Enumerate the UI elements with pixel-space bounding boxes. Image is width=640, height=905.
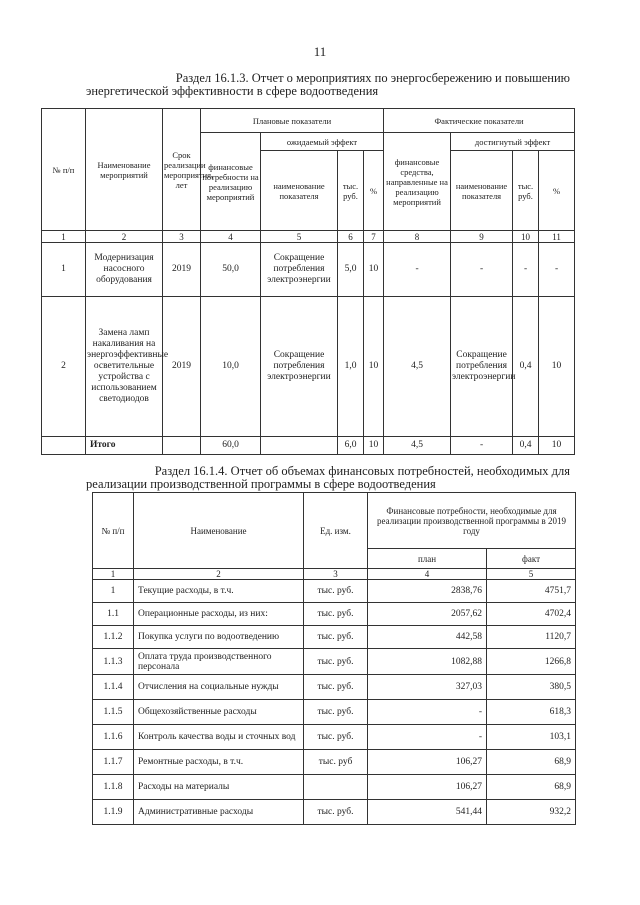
colnum: 10 <box>513 231 539 243</box>
row-fact-rub: - <box>513 243 539 297</box>
row-fact: 932,2 <box>487 800 576 825</box>
hdr-achieved: достигнутый эффект <box>451 133 575 151</box>
row-fact: 380,5 <box>487 675 576 700</box>
total-pct: 10 <box>364 437 384 455</box>
row-num: 1.1.2 <box>93 626 134 649</box>
hdr-plan: план <box>368 549 487 569</box>
total-label: Итого <box>86 437 163 455</box>
row-fact: 68,9 <box>487 775 576 800</box>
colnum: 5 <box>487 569 576 580</box>
row-fact: 68,9 <box>487 750 576 775</box>
row-name: Контроль качества воды и сточных вод <box>134 725 304 750</box>
hdr-fin-need: финансовые потребности на реализацию мероприятий <box>201 133 261 231</box>
row-plan: 1082,88 <box>368 649 487 675</box>
row-num: 1.1.9 <box>93 800 134 825</box>
row-fact-fin: 4,5 <box>384 297 451 437</box>
row-indicator: Сокращение потребления электроэнергии <box>261 297 338 437</box>
colnum: 5 <box>261 231 338 243</box>
row-num: 2 <box>42 297 86 437</box>
section1-title-line2: энергетической эффективности в сфере водоотведения <box>86 84 379 98</box>
row-unit: тыс. руб <box>304 750 368 775</box>
hdr-indicator: наименование показателя <box>261 151 338 231</box>
row-unit: тыс. руб. <box>304 725 368 750</box>
row-plan: 106,27 <box>368 750 487 775</box>
colnum: 7 <box>364 231 384 243</box>
hdr-pct-fact: % <box>539 151 575 231</box>
hdr-fact: Фактические показатели <box>384 109 575 133</box>
colnum: 8 <box>384 231 451 243</box>
colnum: 3 <box>304 569 368 580</box>
table-row <box>93 580 576 603</box>
row-num: 1.1.5 <box>93 700 134 725</box>
colnum: 6 <box>338 231 364 243</box>
row-fact-rub: 0,4 <box>513 297 539 437</box>
row-plan: 327,03 <box>368 675 487 700</box>
colnum: 9 <box>451 231 513 243</box>
energy-saving-table <box>41 108 575 455</box>
hdr-fact: факт <box>487 549 576 569</box>
total-rub: 6,0 <box>338 437 364 455</box>
total-fin: 60,0 <box>201 437 261 455</box>
row-unit: тыс. руб. <box>304 675 368 700</box>
colnum: 3 <box>163 231 201 243</box>
row-fact: 4751,7 <box>487 580 576 603</box>
row-fact-fin: - <box>384 243 451 297</box>
row-name: Отчисления на социальные нужды <box>134 675 304 700</box>
row-num: 1.1.4 <box>93 675 134 700</box>
hdr-num: № п/п <box>42 109 86 231</box>
hdr-fin: Финансовые потребности, необходимые для реализации производственной программы в 2019 году <box>368 493 576 549</box>
row-unit <box>304 775 368 800</box>
table-row <box>93 626 576 649</box>
hdr-plan: Плановые показатели <box>201 109 384 133</box>
table-row <box>93 700 576 725</box>
row-name: Текущие расходы, в т.ч. <box>134 580 304 603</box>
row-name: Общехозяйственные расходы <box>134 700 304 725</box>
row-rub: 5,0 <box>338 243 364 297</box>
row-fin: 50,0 <box>201 243 261 297</box>
hdr-name: Наименование <box>134 493 304 569</box>
row-plan: 541,44 <box>368 800 487 825</box>
table-row <box>93 603 576 626</box>
row-num: 1.1 <box>93 603 134 626</box>
row-name: Покупка услуги по водоотведению <box>134 626 304 649</box>
row-fact-ind: - <box>451 243 513 297</box>
row-fin: 10,0 <box>201 297 261 437</box>
row-name: Расходы на материалы <box>134 775 304 800</box>
row-num: 1.1.6 <box>93 725 134 750</box>
table-row <box>42 297 575 437</box>
total-fact-fin: 4,5 <box>384 437 451 455</box>
row-num: 1.1.7 <box>93 750 134 775</box>
row-unit: тыс. руб. <box>304 580 368 603</box>
row-unit: тыс. руб. <box>304 603 368 626</box>
colnum: 4 <box>368 569 487 580</box>
section2-title <box>86 465 570 491</box>
total-row <box>42 437 575 455</box>
table-row <box>93 725 576 750</box>
section1-title-line1: Раздел 16.1.3. Отчет о мероприятиях по энергосбережению и повышению <box>175 71 570 85</box>
total-fact-rub: 0,4 <box>513 437 539 455</box>
colnum: 2 <box>86 231 163 243</box>
colnum: 2 <box>134 569 304 580</box>
row-pct: 10 <box>364 297 384 437</box>
row-num: 1.1.3 <box>93 649 134 675</box>
section2-title-line2: реализации производственной программы в сфере водоотведения <box>86 477 436 491</box>
row-plan: 2057,62 <box>368 603 487 626</box>
row-plan: - <box>368 700 487 725</box>
page-number: 11 <box>313 44 327 59</box>
row-name: Ремонтные расходы, в т.ч. <box>134 750 304 775</box>
row-pct: 10 <box>364 243 384 297</box>
hdr-fin-means: финансовые средства, направленные на реализацию мероприятий <box>384 133 451 231</box>
row-name: Административные расходы <box>134 800 304 825</box>
hdr-num: № п/п <box>93 493 134 569</box>
table-row <box>42 243 575 297</box>
row-fact: 618,3 <box>487 700 576 725</box>
row-fact: 103,1 <box>487 725 576 750</box>
row-plan: 2838,76 <box>368 580 487 603</box>
table-row <box>93 649 576 675</box>
row-fact: 1120,7 <box>487 626 576 649</box>
row-plan: 442,58 <box>368 626 487 649</box>
row-unit: тыс. руб. <box>304 626 368 649</box>
total-fact-ind: - <box>451 437 513 455</box>
total-fact-pct: 10 <box>539 437 575 455</box>
row-fact-ind: Сокращение потребления электроэнергии <box>451 297 513 437</box>
section1-title <box>86 72 570 98</box>
row-name: Операционные расходы, из них: <box>134 603 304 626</box>
row-unit: тыс. руб. <box>304 700 368 725</box>
hdr-name: Наименование мероприятий <box>86 109 163 231</box>
row-unit: тыс. руб. <box>304 800 368 825</box>
row-name: Замена ламп накаливания на энергоэффективные осветительные устройства с использованием светодиодов <box>86 297 163 437</box>
row-num: 1 <box>93 580 134 603</box>
table-row <box>93 800 576 825</box>
row-fact: 4702,4 <box>487 603 576 626</box>
row-name: Оплата труда производственного персонала <box>134 649 304 675</box>
hdr-term: Срок реализации мероприятия, лет <box>163 109 201 231</box>
row-plan: 106,27 <box>368 775 487 800</box>
colnum: 1 <box>42 231 86 243</box>
row-term: 2019 <box>163 297 201 437</box>
table-row <box>93 775 576 800</box>
row-fact-pct: 10 <box>539 297 575 437</box>
row-plan: - <box>368 725 487 750</box>
table-row <box>93 750 576 775</box>
section2-title-line1: Раздел 16.1.4. Отчет об объемах финансовых потребностей, необходимых для <box>154 464 570 478</box>
row-num: 1 <box>42 243 86 297</box>
colnum: 1 <box>93 569 134 580</box>
colnum: 11 <box>539 231 575 243</box>
financial-needs-table <box>92 492 576 825</box>
row-rub: 1,0 <box>338 297 364 437</box>
hdr-rub: тыс. руб. <box>338 151 364 231</box>
table-row <box>93 675 576 700</box>
row-fact-pct: - <box>539 243 575 297</box>
row-num: 1.1.8 <box>93 775 134 800</box>
hdr-expected: ожидаемый эффект <box>261 133 384 151</box>
colnum: 4 <box>201 231 261 243</box>
row-fact: 1266,8 <box>487 649 576 675</box>
hdr-rub-fact: тыс. руб. <box>513 151 539 231</box>
hdr-unit: Ед. изм. <box>304 493 368 569</box>
hdr-pct: % <box>364 151 384 231</box>
row-name: Модернизация насосного оборудования <box>86 243 163 297</box>
row-term: 2019 <box>163 243 201 297</box>
hdr-indicator-fact: наименование показателя <box>451 151 513 231</box>
row-indicator: Сокращение потребления электроэнергии <box>261 243 338 297</box>
row-unit: тыс. руб. <box>304 649 368 675</box>
